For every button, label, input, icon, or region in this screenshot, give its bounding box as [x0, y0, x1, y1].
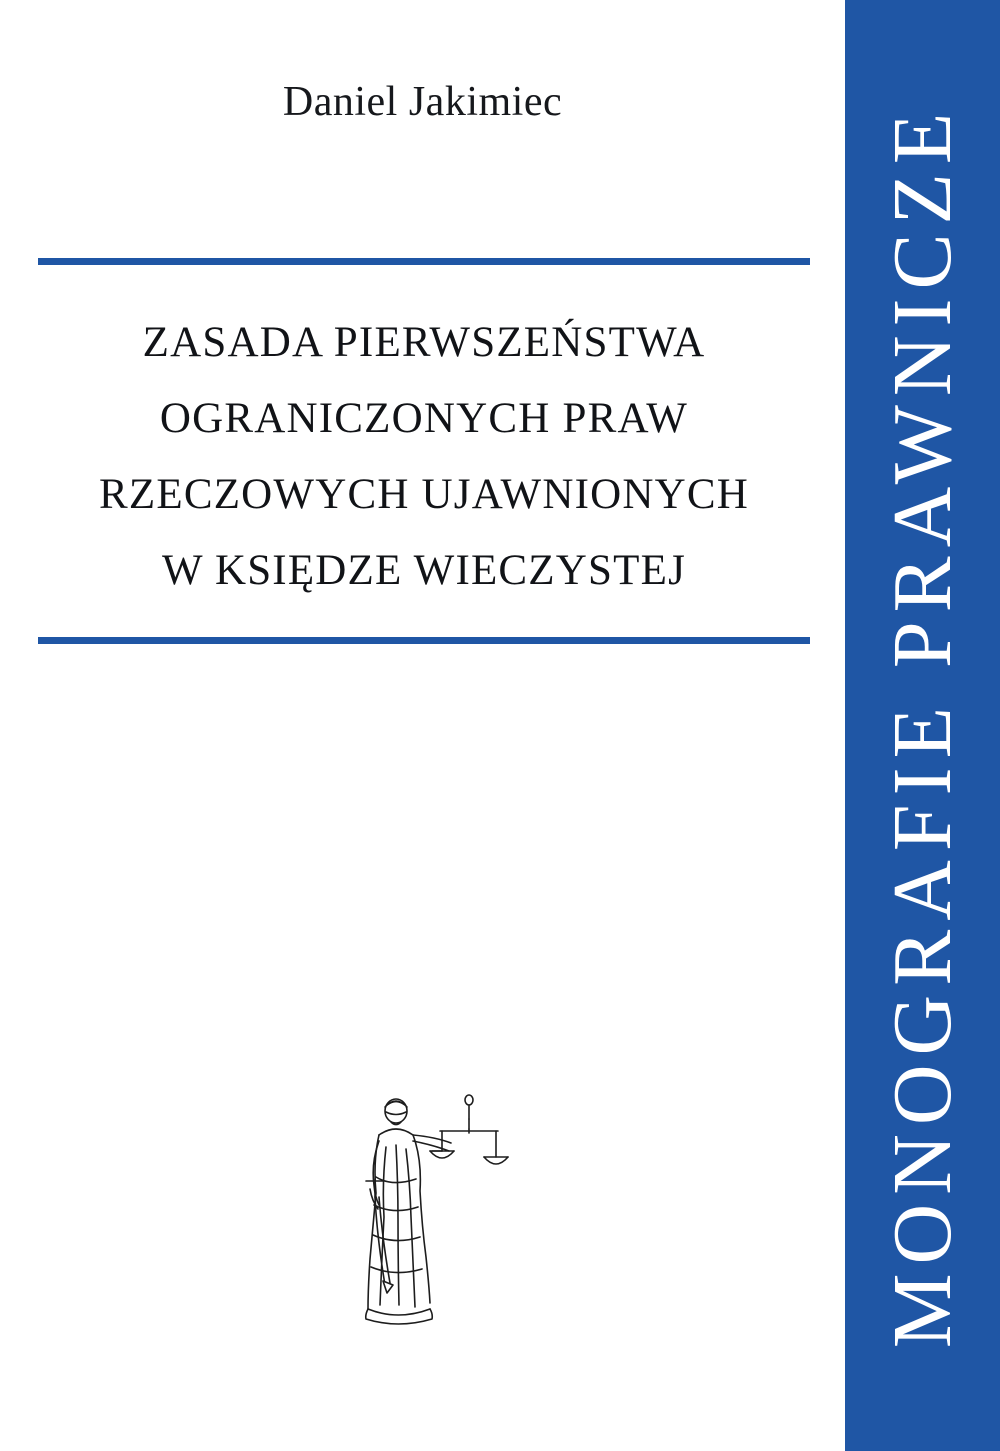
lady-justice-svg [330, 1085, 520, 1345]
title-rule-top [38, 258, 810, 265]
title-block [38, 258, 810, 644]
title-line-4: W KSIĘDZE WIECZYSTEJ [161, 547, 687, 594]
title-line-2: OGRANICZONYCH PRAW [159, 395, 689, 442]
lady-justice-figure-icon [330, 1085, 520, 1345]
series-band-label: MONOGRAFIE PRAWNICZE [875, 103, 969, 1348]
title-rule-bottom [38, 637, 810, 644]
series-band [845, 0, 1000, 1451]
book-title [38, 265, 810, 637]
title-line-1: ZASADA PIERWSZEŃSTWA [142, 319, 706, 366]
title-line-3: RZECZOWYCH UJAWNIONYCH [99, 471, 749, 518]
author-name: Daniel Jakimiec [282, 79, 563, 125]
